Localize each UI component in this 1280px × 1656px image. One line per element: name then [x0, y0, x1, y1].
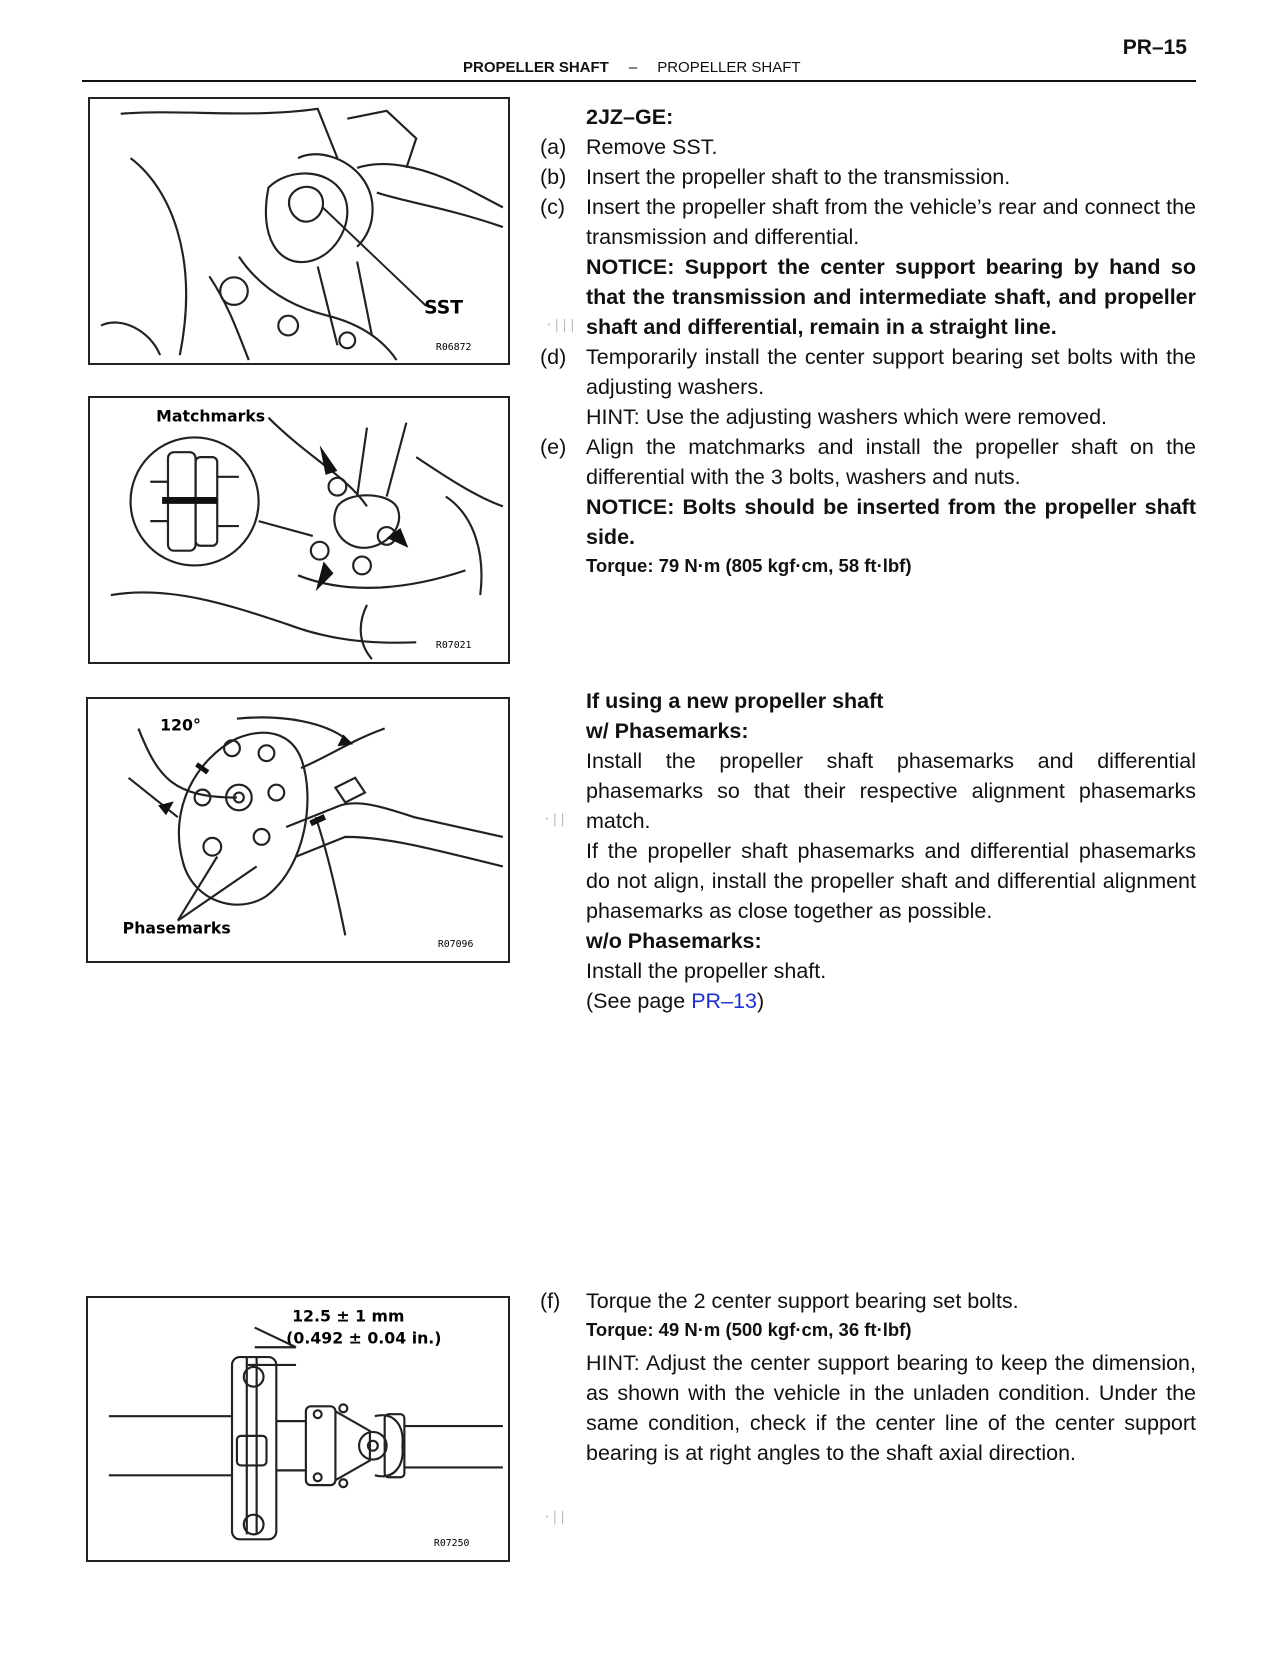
figure-code: R07021 [435, 640, 472, 652]
page-reference [540, 986, 1196, 1016]
step-b [540, 162, 1196, 192]
gutter-mark: ·||| [545, 318, 577, 333]
step-c [540, 192, 1196, 252]
step-e [540, 432, 1196, 492]
page-number: PR–15 [1122, 36, 1187, 59]
paragraph: Install the propeller shaft phasemarks and differential phasemarks so that their respective alignment phasemarks match. [586, 749, 1196, 833]
gutter-mark: ·|| [543, 1510, 567, 1525]
subheading-with-phasemarks: w/ Phasemarks: [586, 719, 749, 743]
figure-sst-removal [88, 97, 510, 365]
header-dash: – [628, 59, 638, 76]
figure-label-phasemarks: Phasemarks [122, 918, 231, 938]
figure-label-angle: 120° [160, 715, 201, 735]
figure-label-dim-mm: 12.5 ± 1 mm [292, 1306, 405, 1326]
subheading-without-phasemarks: w/o Phasemarks: [586, 929, 762, 953]
figure-code: R07096 [437, 939, 474, 951]
paragraph: If the propeller shaft phasemarks and differential phasemarks do not align, install the propeller shaft and differential alignment phasemarks as close together as possible. [586, 839, 1196, 923]
step-text: Temporarily install the center support bearing set bolts with the adjusting washers. [586, 345, 1196, 399]
ref-prefix: (See page [586, 989, 692, 1013]
step-text: Remove SST. [586, 135, 718, 159]
step-text: Torque the 2 center support bearing set bolts. [586, 1289, 1019, 1313]
torque-spec: Torque: 49 N·m (500 kgf·cm, 36 ft·lbf) [586, 1319, 912, 1340]
section-heading: If using a new propeller shaft [586, 689, 884, 713]
figure-label-matchmarks: Matchmarks [156, 406, 266, 426]
ref-suffix: ) [756, 989, 765, 1013]
section-heading: 2JZ–GE: [586, 105, 674, 129]
figure-center-bearing [86, 1296, 510, 1562]
phasemarks-illustration [88, 699, 508, 961]
step-letter: (f) [540, 1289, 561, 1313]
figure-label-sst: SST [424, 297, 463, 319]
header-section: PROPELLER SHAFT [463, 59, 609, 76]
matchmarks-illustration [90, 398, 508, 662]
header-rule [82, 80, 1196, 82]
step-text: Insert the propeller shaft to the transmission. [586, 165, 1011, 189]
header-subsection: PROPELLER SHAFT [657, 59, 801, 76]
figure-phasemarks [86, 697, 510, 963]
hint-text: HINT: Use the adjusting washers which were removed. [586, 405, 1107, 429]
center-bearing-illustration [88, 1298, 508, 1560]
step-letter: (e) [540, 435, 567, 459]
hint-text: HINT: Adjust the center support bearing to keep the dimension, as shown with the vehicle in the unladen condition. Under the same condition, check if the center line of the center support bearing is at right angles to the shaft axial direction. [586, 1351, 1196, 1465]
step-letter: (a) [540, 135, 567, 159]
torque-spec: Torque: 79 N·m (805 kgf·cm, 58 ft·lbf) [586, 555, 912, 576]
step-letter: (c) [540, 195, 566, 219]
step-f [540, 1286, 1196, 1316]
step-letter: (b) [540, 165, 567, 189]
figure-code: R07250 [433, 1538, 470, 1550]
paragraph: Install the propeller shaft. [586, 959, 827, 983]
section-2jz-ge [540, 102, 1196, 580]
figure-matchmarks [88, 396, 510, 664]
step-text: Insert the propeller shaft from the vehicle’s rear and connect the transmission and differential. [586, 195, 1196, 249]
section-new-shaft [540, 686, 1196, 1016]
notice-text: NOTICE: Bolts should be inserted from the propeller shaft side. [586, 495, 1196, 549]
figure-label-dim-in: (0.492 ± 0.04 in.) [286, 1328, 442, 1348]
page-link[interactable]: PR–13 [691, 989, 757, 1013]
gutter-mark: ·|| [543, 812, 567, 827]
running-header [463, 59, 801, 76]
section-torque-bearing [540, 1286, 1196, 1468]
notice-text: NOTICE: Support the center support bearing by hand so that the transmission and intermediate shaft, and propeller shaft and differential, remain in a straight line. [586, 255, 1196, 339]
step-text: Align the matchmarks and install the propeller shaft on the differential with the 3 bolts, washers and nuts. [586, 435, 1196, 489]
step-d [540, 342, 1196, 402]
sst-illustration [90, 99, 508, 363]
step-a [540, 132, 1196, 162]
figure-code: R06872 [435, 342, 472, 354]
step-letter: (d) [540, 345, 567, 369]
